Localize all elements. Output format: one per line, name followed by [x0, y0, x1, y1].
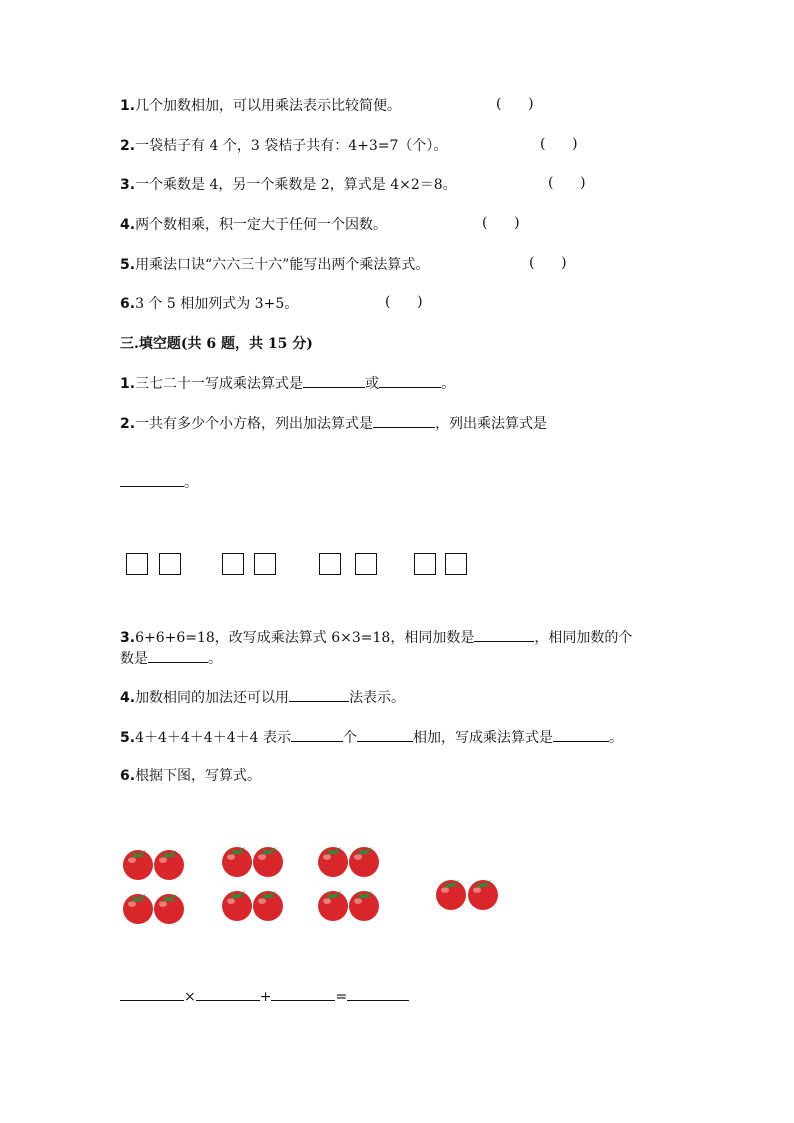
- judge-q1: [120, 96, 401, 116]
- question-number: 2.: [120, 416, 136, 432]
- judge-q3: [120, 175, 457, 195]
- tomato-icon: [121, 889, 155, 925]
- answer-paren[interactable]: ( ): [496, 96, 534, 112]
- answer-blank[interactable]: [289, 687, 349, 702]
- question-text: 或: [365, 376, 380, 392]
- answer-blank[interactable]: [303, 373, 365, 388]
- question-number: 3.: [120, 630, 136, 646]
- answer-blank[interactable]: [120, 986, 184, 1001]
- question-text: 。: [184, 475, 198, 491]
- question-number: 4.: [120, 690, 136, 706]
- question-text: 6+6+6=18，改写成乘法算式 6×3=18，相同加数是: [135, 630, 475, 646]
- question-number: 4.: [120, 217, 136, 233]
- times-sign: ×: [184, 989, 196, 1005]
- question-text: 三七二十一写成乘法算式是: [135, 376, 304, 392]
- judge-q6: [120, 294, 298, 314]
- question-text: ，列出乘法算式是: [435, 416, 548, 432]
- answer-blank[interactable]: [271, 986, 335, 1001]
- tomato-icon: [152, 889, 186, 925]
- question-number: 5.: [120, 730, 136, 746]
- question-text: 法表示。: [349, 690, 406, 706]
- judge-q4: [120, 215, 387, 235]
- judge-q2: [120, 136, 447, 156]
- question-text: 一共有多少个小方格，列出加法算式是: [135, 416, 374, 432]
- tomato-icon: [316, 886, 350, 922]
- question-text: ，相同加数的个: [534, 630, 633, 646]
- question-text: 。: [208, 651, 222, 667]
- fill-q4: [120, 687, 405, 708]
- tomato-icon: [251, 886, 285, 922]
- fill-q3: [120, 627, 632, 648]
- tomato-icon: [347, 886, 381, 922]
- fill-q6: [120, 766, 261, 786]
- question-text: 几个加数相加，可以用乘法表示比较简便。: [135, 98, 402, 114]
- tomato-icon: [152, 845, 186, 881]
- question-text: 。: [441, 376, 456, 392]
- tomato-icon: [466, 875, 500, 911]
- question-number: 6.: [120, 296, 136, 312]
- question-text: 一个乘数是 4，另一个乘数是 2，算式是 4×2＝8。: [135, 177, 457, 193]
- answer-paren[interactable]: ( ): [548, 175, 586, 191]
- question-number: 3.: [120, 177, 136, 193]
- question-text: 。: [608, 730, 623, 746]
- answer-blank[interactable]: [291, 727, 343, 742]
- question-number: 2.: [120, 138, 136, 154]
- question-text: 两个数相乘，积一定大于任何一个因数。: [135, 217, 388, 233]
- small-square: [222, 553, 244, 575]
- section-title: 三.填空题(共 6 题，共 15 分): [120, 336, 313, 352]
- fill-q3-cont: [120, 648, 222, 669]
- answer-paren[interactable]: ( ): [385, 294, 423, 310]
- answer-blank[interactable]: [553, 727, 609, 742]
- question-number: 1.: [120, 98, 136, 114]
- plus-sign: +: [259, 989, 272, 1005]
- answer-blank[interactable]: [148, 648, 208, 663]
- answer-paren[interactable]: ( ): [482, 215, 520, 231]
- tomato-icon: [251, 842, 285, 878]
- question-number: 6.: [120, 768, 136, 784]
- small-square: [254, 553, 276, 575]
- small-square: [414, 553, 436, 575]
- formula-line: [120, 986, 409, 1007]
- question-text: 加数相同的加法还可以用: [135, 690, 290, 706]
- judge-q5: [120, 255, 429, 275]
- answer-blank[interactable]: [379, 373, 441, 388]
- tomato-icon: [220, 842, 254, 878]
- small-square: [319, 553, 341, 575]
- answer-blank[interactable]: [120, 472, 184, 487]
- answer-blank[interactable]: [196, 986, 260, 1001]
- question-text: 4＋4＋4＋4＋4＋4 表示: [135, 730, 291, 746]
- question-number: 5.: [120, 257, 136, 273]
- answer-blank[interactable]: [357, 727, 413, 742]
- small-square: [445, 553, 467, 575]
- fill-q1: [120, 373, 455, 394]
- question-text: 数是: [120, 651, 148, 667]
- question-number: 1.: [120, 376, 136, 392]
- equals-sign: =: [335, 989, 348, 1005]
- small-square: [126, 553, 148, 575]
- fill-q2: [120, 413, 547, 434]
- question-text: 用乘法口诀“六六三十六”能写出两个乘法算式。: [135, 257, 430, 273]
- tomato-icon: [316, 842, 350, 878]
- question-text: 一袋桔子有 4 个，3 袋桔子共有：4+3=7（个）。: [135, 138, 448, 154]
- tomato-icon: [434, 875, 468, 911]
- small-square: [159, 553, 181, 575]
- answer-paren[interactable]: ( ): [540, 136, 578, 152]
- answer-paren[interactable]: ( ): [529, 255, 567, 271]
- question-text: 相加，写成乘法算式是: [412, 730, 553, 746]
- question-text: 个: [342, 730, 357, 746]
- tomato-icon: [220, 886, 254, 922]
- tomato-icon: [121, 845, 155, 881]
- fill-q5: [120, 727, 623, 748]
- small-square: [355, 553, 377, 575]
- fill-q2-cont: [120, 472, 198, 493]
- question-text: 根据下图，写算式。: [135, 768, 262, 784]
- question-text: 3 个 5 相加列式为 3+5。: [135, 296, 299, 312]
- answer-blank[interactable]: [347, 986, 409, 1001]
- tomato-icon: [347, 842, 381, 878]
- answer-blank[interactable]: [474, 627, 534, 642]
- answer-blank[interactable]: [373, 413, 435, 428]
